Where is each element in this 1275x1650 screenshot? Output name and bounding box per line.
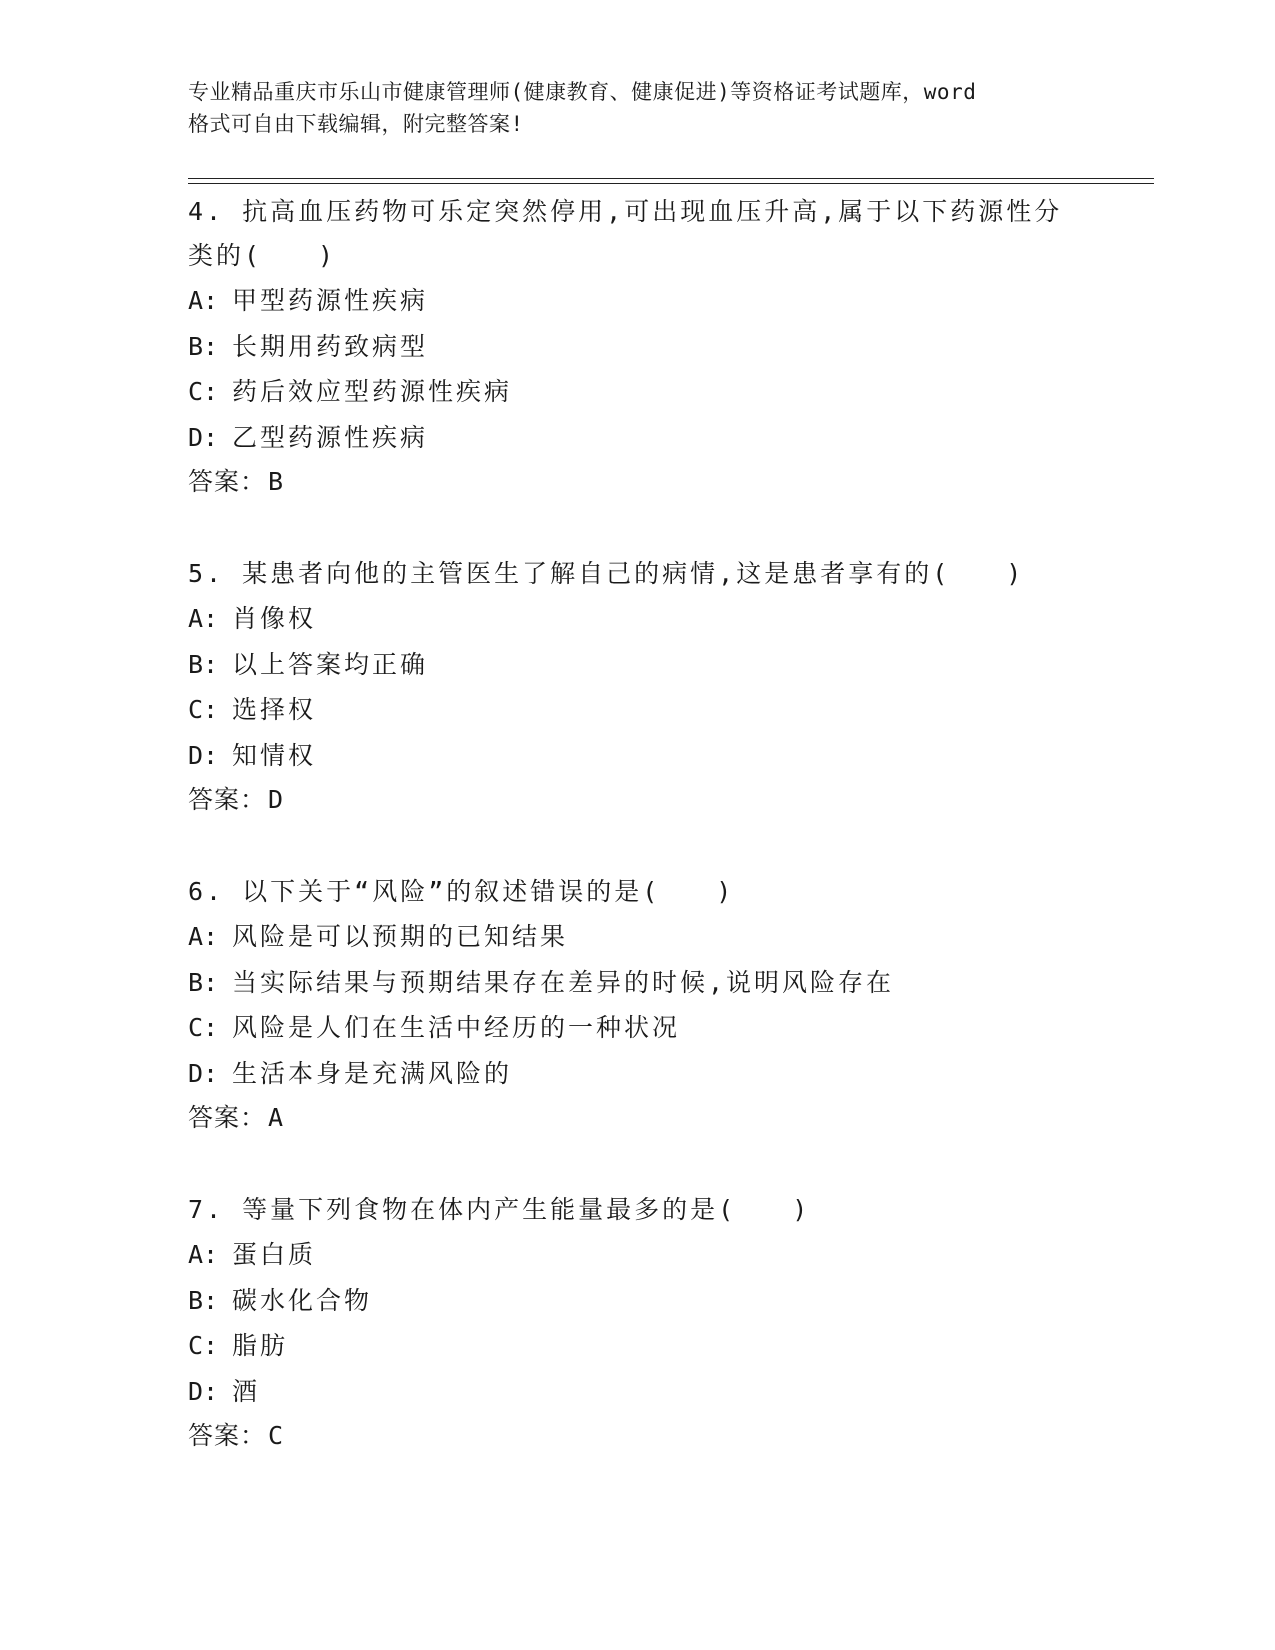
question-stem: 5. 某患者向他的主管医生了解自己的病情,这是患者享有的( ) — [188, 559, 1025, 588]
option-letter: B: — [188, 331, 219, 361]
question-stem: 6. 以下关于“风险”的叙述错误的是( ) — [188, 877, 735, 906]
option-text: 风险是可以预期的已知结果 — [232, 922, 569, 951]
header-divider-bottom — [188, 183, 1154, 184]
option-letter: A: — [188, 922, 219, 951]
answer-value: A — [268, 1103, 285, 1132]
question-stem-continued: 类的( ) — [188, 241, 337, 270]
option-text: 以上答案均正确 — [232, 649, 429, 679]
answer-label: 答案： — [188, 1421, 267, 1450]
option-text: 碳水化合物 — [232, 1285, 373, 1315]
answer-value: D — [268, 785, 285, 814]
question-stem: 4. 抗高血压药物可乐定突然停用,可出现血压升高,属于以下药源性分 — [188, 197, 1063, 226]
option-a — [188, 278, 1088, 324]
answer-label: 答案： — [188, 785, 267, 814]
option-text: 风险是人们在生活中经历的一种状况 — [232, 1013, 681, 1042]
option-letter: C: — [188, 695, 219, 724]
option-text: 药后效应型药源性疾病 — [232, 377, 513, 406]
header-divider-top — [188, 178, 1154, 179]
option-c — [188, 369, 1088, 415]
answer-value: C — [268, 1421, 285, 1450]
option-a — [188, 596, 1088, 642]
answer-line — [188, 1096, 1088, 1140]
option-letter: A: — [188, 1240, 219, 1269]
option-letter: B: — [188, 967, 219, 997]
answer-label: 答案： — [188, 1103, 267, 1132]
option-text: 乙型药源性疾病 — [232, 422, 429, 452]
option-letter: A: — [188, 286, 219, 315]
option-text: 酒 — [232, 1376, 261, 1406]
option-c — [188, 1005, 1088, 1051]
option-c — [188, 1323, 1088, 1369]
header-line-2: 格式可自由下载编辑，附完整答案! — [188, 112, 524, 136]
option-text: 长期用药致病型 — [232, 331, 429, 361]
option-text: 甲型药源性疾病 — [232, 286, 429, 315]
answer-line — [188, 460, 1088, 504]
option-letter: D: — [188, 1376, 219, 1406]
option-b — [188, 960, 1088, 1006]
header-line-1: 专业精品重庆市乐山市健康管理师(健康教育、健康促进)等资格证考试题库，word — [188, 80, 977, 104]
option-a — [188, 914, 1088, 960]
option-text: 肖像权 — [232, 604, 317, 633]
option-letter: D: — [188, 1058, 219, 1088]
option-text: 选择权 — [232, 695, 317, 724]
question-5 — [188, 552, 1088, 822]
option-d — [188, 1051, 1088, 1097]
option-d — [188, 415, 1088, 461]
option-d — [188, 733, 1088, 779]
option-letter: C: — [188, 1331, 219, 1360]
option-letter: B: — [188, 649, 219, 679]
option-letter: D: — [188, 740, 219, 770]
option-text: 当实际结果与预期结果存在差异的时候,说明风险存在 — [232, 967, 895, 997]
option-text: 蛋白质 — [232, 1240, 317, 1269]
option-letter: D: — [188, 422, 219, 452]
option-b — [188, 324, 1088, 370]
option-text: 脂肪 — [232, 1331, 289, 1360]
option-letter: B: — [188, 1285, 219, 1315]
option-b — [188, 642, 1088, 688]
option-d — [188, 1369, 1088, 1415]
option-letter: A: — [188, 604, 219, 633]
option-letter: C: — [188, 377, 219, 406]
answer-line — [188, 778, 1088, 822]
question-6 — [188, 870, 1088, 1140]
question-stem: 7. 等量下列食物在体内产生能量最多的是( ) — [188, 1195, 811, 1224]
question-4 — [188, 190, 1088, 504]
option-letter: C: — [188, 1013, 219, 1042]
option-text: 知情权 — [232, 740, 317, 770]
question-7 — [188, 1188, 1088, 1458]
option-a — [188, 1232, 1088, 1278]
option-b — [188, 1278, 1088, 1324]
answer-line — [188, 1414, 1088, 1458]
answer-value: B — [268, 467, 285, 496]
document-header — [188, 76, 1088, 140]
option-text: 生活本身是充满风险的 — [232, 1058, 513, 1088]
option-c — [188, 687, 1088, 733]
answer-label: 答案： — [188, 467, 267, 496]
